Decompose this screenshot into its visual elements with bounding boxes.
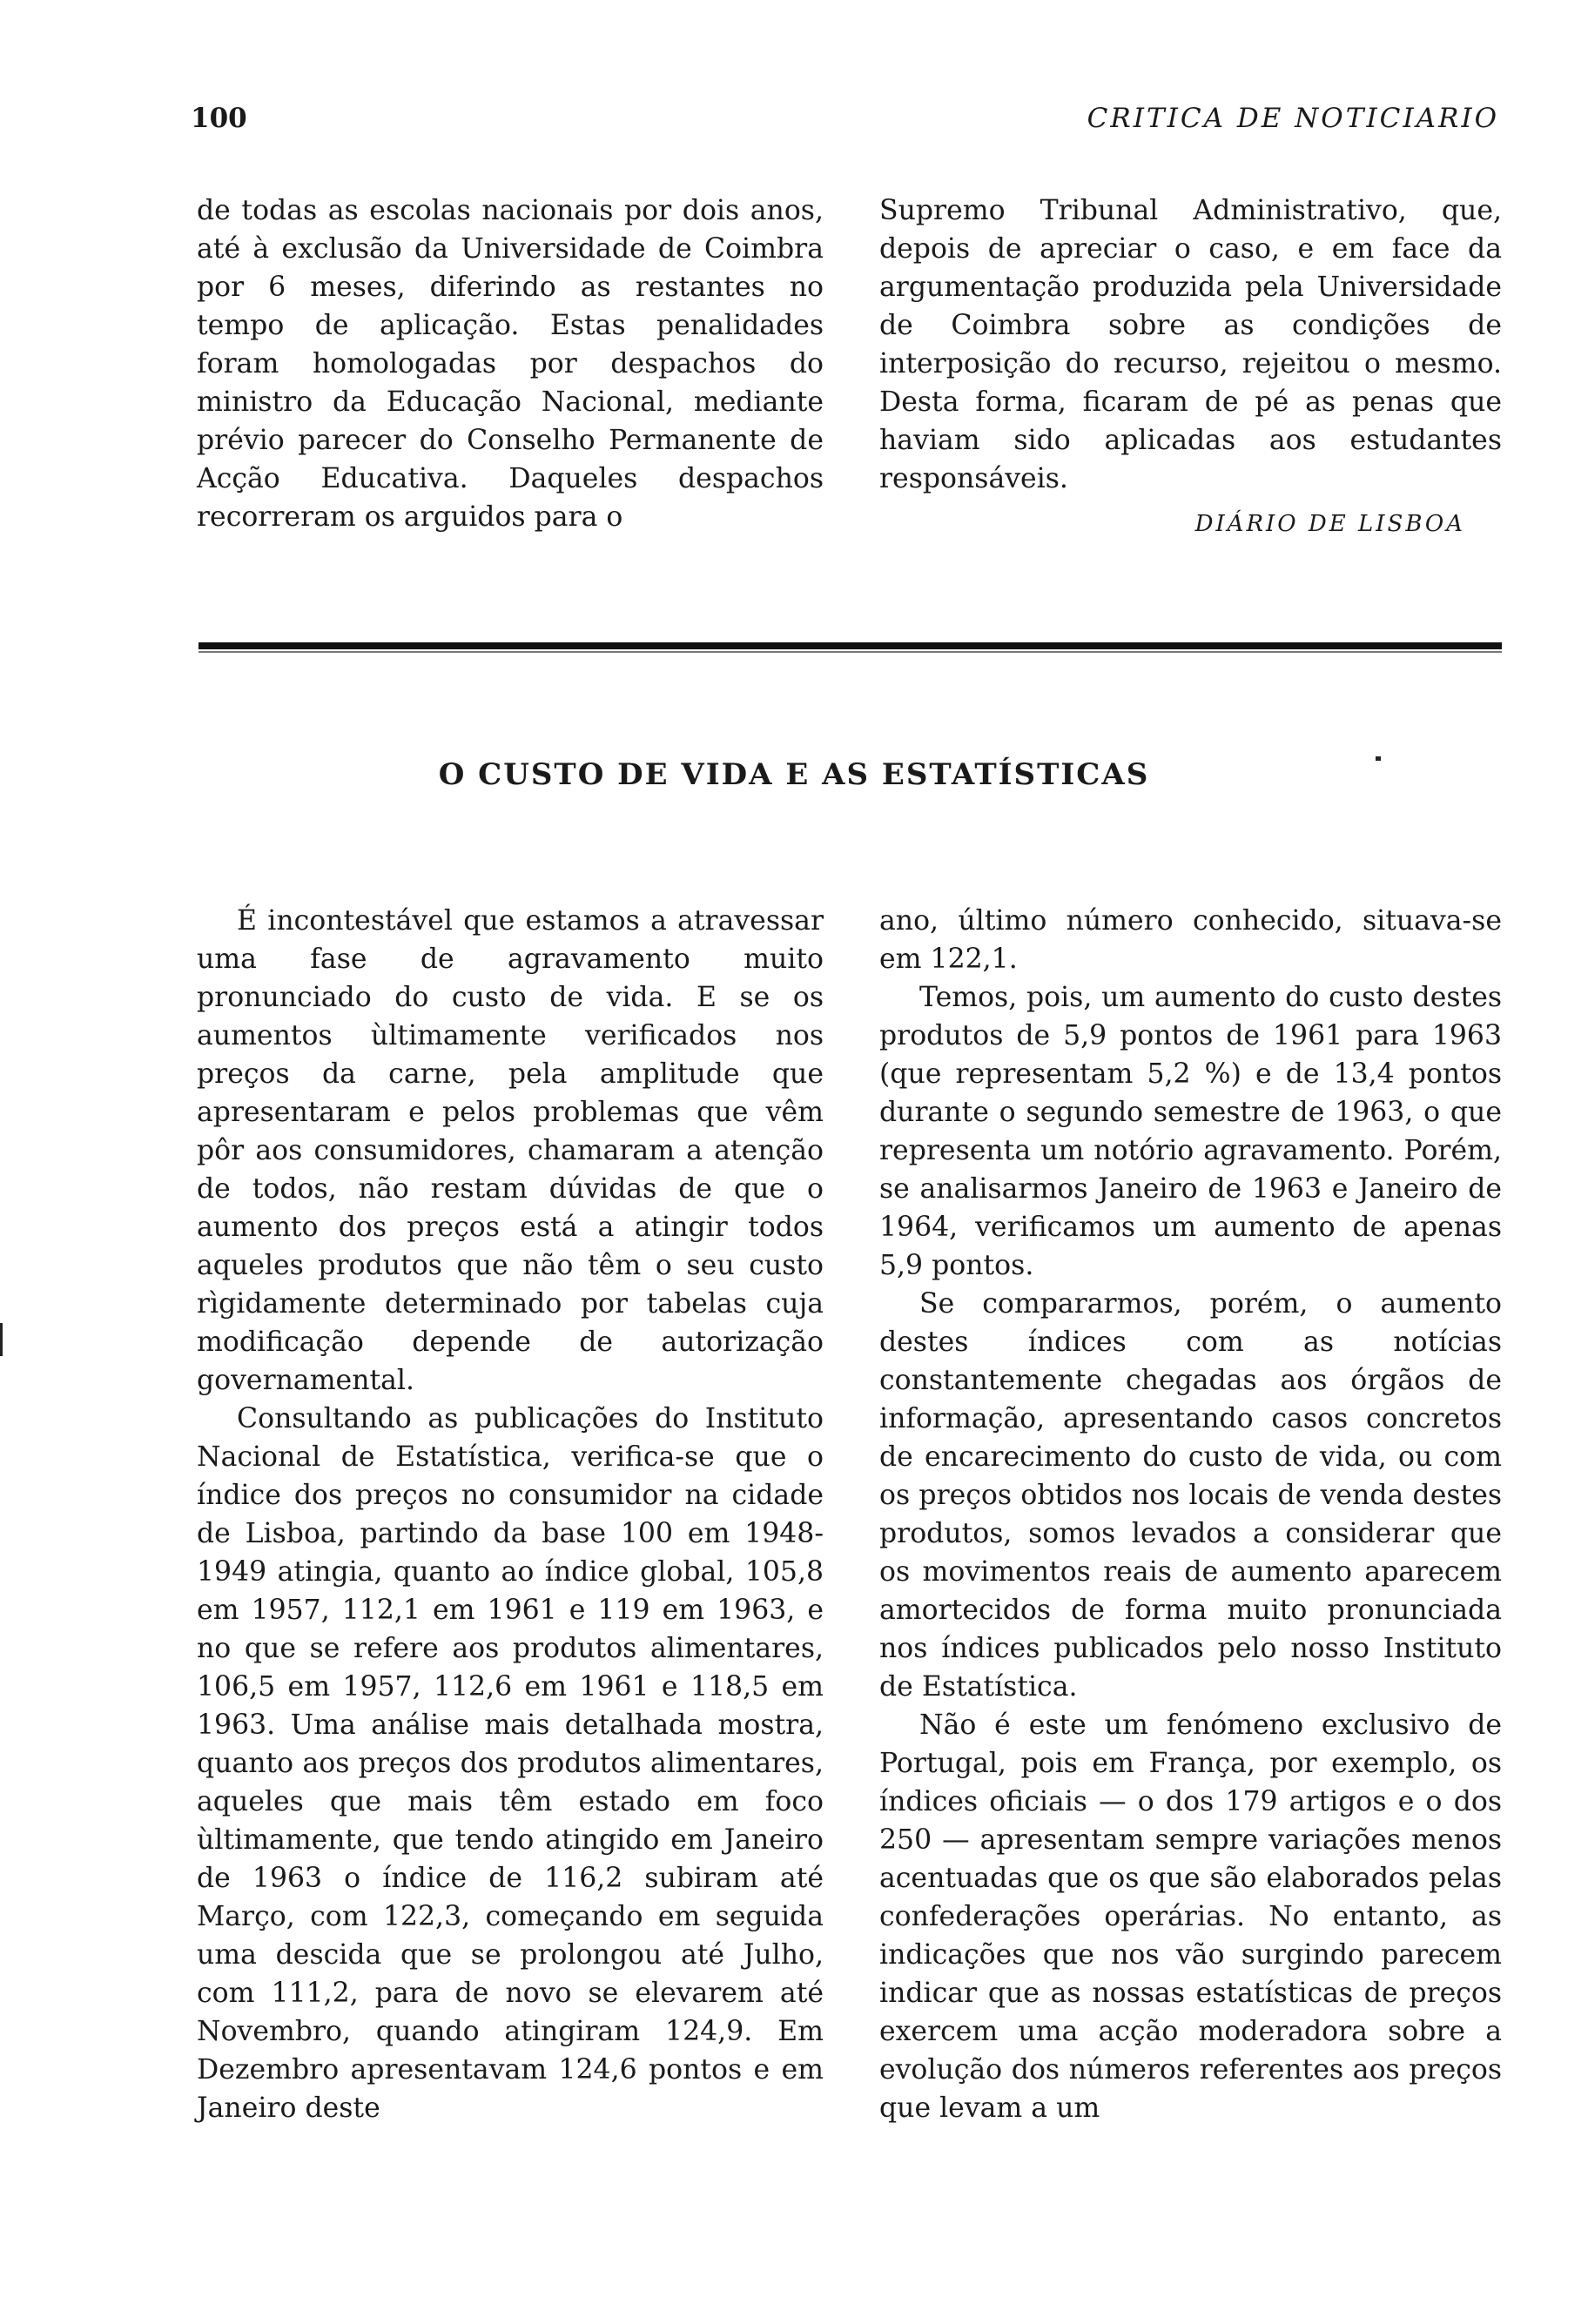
top-right-column	[879, 191, 1502, 543]
byline: DIÁRIO DE LISBOA	[1194, 511, 1465, 537]
top-left-column	[197, 191, 824, 536]
paragraph: Temos, pois, um aumento do custo destes produtos de 5,9 pontos de 1961 para 1963 (que representam 5,2 %) e de 13,4 pontos durante o segundo semestre de 1963, o que representa um notório agravamento. Porém, se analisarmos Janeiro de 1963 e Janeiro de 1964, verificamos um aumento de apenas 5,9 pontos.	[879, 982, 1502, 1281]
paragraph: Se compararmos, porém, o aumento destes índices com as notícias constantemente chegadas aos órgãos de informação, apresentando casos concretos de encarecimento do custo de vida, ou com os preços obtidos nos locais de venda destes produtos, somos levados a considerar que os movimentos reais de aumento aparecem amortecidos de forma muito pronunciada nos índices publicados pelo nosso Instituto de Estatística.	[879, 1288, 1502, 1703]
article-right-column	[879, 902, 1502, 2127]
paragraph: Supremo Tribunal Administrativo, que, depois de apreciar o caso, e em face da argumentação produzida pela Universidade de Coimbra sobre as condições de interposição do recurso, rejeitou o mesmo. Desta forma, ficaram de pé as penas que haviam sido aplicadas aos estudantes responsáveis.	[879, 195, 1502, 494]
paragraph: É incontestável que estamos a atravessar uma fase de agravamento muito pronunciado do custo de vida. E se os aumentos ùltimamente verificados nos preços da carne, pela amplitude que apresentaram e pelos problemas que vêm pôr aos consumidores, chamaram a atenção de todos, não restam dúvidas de que o aumento dos preços está a atingir todos aqueles produtos que não têm o seu custo rìgidamente determinado por tabelas cuja modificação depende de autorização governamental.	[197, 905, 824, 1396]
paragraph: Consultando as publicações do Instituto Nacional de Estatística, verifica-se que o índice dos preços no consumidor na cidade de Lisboa, partindo da base 100 em 1948-1949 atingia, quanto ao índice global, 105,8 em 1957, 112,1 em 1961 e 119 em 1963, e no que se refere aos produtos alimentares, 106,5 em 1957, 112,6 em 1961 e 118,5 em 1963. Uma análise mais detalhada mostra, quanto aos preços dos produtos alimentares, aqueles que mais têm estado em foco ùltimamente, que tendo atingido em Janeiro de 1963 o índice de 116,2 subiram até Março, com 122,3, começando em seguida uma descida que se prolongou até Julho, com 111,2, para de novo se elevarem até Novembro, quando atingiram 124,9. Em Dezembro apresentavam 124,6 pontos e em Janeiro deste	[197, 1403, 824, 2124]
print-mark	[0, 1323, 3, 1356]
paragraph: de todas as escolas nacionais por dois anos, até à exclusão da Universidade de Coimbra por 6 meses, diferindo as restantes no tempo de aplicação. Estas penalidades foram homologadas por despachos do ministro da Educação Nacional, mediante prévio parecer do Conselho Permanente de Acção Educativa. Daqueles despachos recorreram os arguidos para o	[197, 195, 824, 533]
page-number: 100	[191, 103, 247, 134]
section-divider-fine	[198, 651, 1502, 653]
article-title: O CUSTO DE VIDA E AS ESTATÍSTICAS	[438, 757, 1150, 792]
paragraph: Não é este um fenómeno exclusivo de Portugal, pois em França, por exemplo, os índices oficiais — o dos 179 artigos e o dos 250 — apresentam sempre variações menos acentuadas que os que são elaborados pelas confederações operárias. No entanto, as indicações que nos vão surgindo parecem indicar que as nossas estatísticas de preços exercem uma acção moderadora sobre a evolução dos números referentes aos preços que levam a um	[879, 1709, 1502, 2124]
running-head: CRITICA DE NOTICIARIO	[1087, 103, 1499, 134]
print-mark	[1376, 756, 1381, 761]
section-divider	[198, 642, 1502, 649]
article-left-column	[197, 902, 824, 2127]
paragraph: ano, último número conhecido, situava-se em 122,1.	[879, 905, 1502, 975]
